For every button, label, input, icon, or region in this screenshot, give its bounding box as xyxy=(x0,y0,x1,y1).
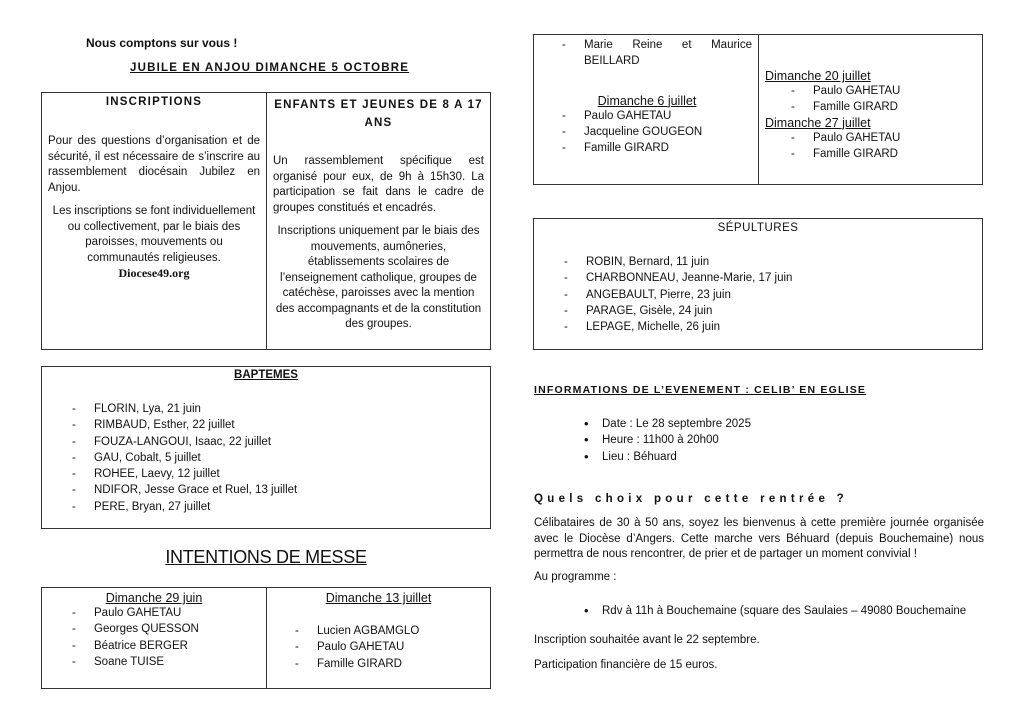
jubile-box xyxy=(41,92,491,350)
list-item: - CHARBONNEAU, Jeanne-Marie, 17 juin xyxy=(564,270,792,286)
list-item: - Paulo GAHETAU xyxy=(791,83,976,99)
event-details xyxy=(582,416,751,465)
intentions-cont-col2-date1: Dimanche 20 juillet xyxy=(765,69,871,83)
intro-text: Nous comptons sur vous ! xyxy=(86,36,238,50)
intentions-cont-col1-date: Dimanche 6 juillet xyxy=(597,93,697,108)
list-item: - Soane TUISE xyxy=(72,654,266,670)
intentions-col2 xyxy=(267,588,490,688)
list-item: • Lieu : Béhuard xyxy=(582,449,751,465)
inscriptions-para1: Pour des questions d’organisation et de sécurité, il est nécessaire de s’inscrire au rassemblement diocésain Jubilez en Anjou. xyxy=(48,135,260,194)
intentions-cont-col2-date2: Dimanche 27 juillet xyxy=(765,115,871,130)
list-item: - Famille GIRARD xyxy=(791,146,976,162)
intentions-col2-date: Dimanche 13 juillet xyxy=(325,591,432,605)
enfants-title: ENFANTS ET JEUNES DE 8 A 17 ANS xyxy=(274,99,483,129)
participation-fee: Participation financière de 15 euros. xyxy=(534,659,718,671)
sepultures-box xyxy=(533,218,983,350)
intentions-cont-box xyxy=(533,34,983,185)
list-item: - ROBIN, Bernard, 11 juin xyxy=(564,254,792,270)
list-item: - RIMBAUD, Esther, 22 juillet xyxy=(72,417,297,433)
list-item: • Date : Le 28 septembre 2025 xyxy=(582,416,751,432)
list-item: - Famille GIRARD xyxy=(562,140,752,156)
intentions-cont-col1 xyxy=(534,35,758,184)
list-item: • Heure : 11h00 à 20h00 xyxy=(582,432,751,448)
list-item: - PERE, Bryan, 27 juillet xyxy=(72,499,297,515)
inscriptions-site[interactable]: Diocese49.org xyxy=(118,266,190,280)
list-item: - Famille GIRARD xyxy=(791,99,976,115)
intentions-cont-col2 xyxy=(759,35,982,184)
event-title: INFORMATIONS DE L’EVENEMENT : CELIB’ EN EGLISE xyxy=(534,384,867,396)
list-item: - Béatrice BERGER xyxy=(72,638,266,654)
inscriptions-para2: Les inscriptions se font individuellement ou collectivement, par le biais des paroisses, mouvements ou communautés religieuses. xyxy=(52,205,256,264)
list-item: - Paulo GAHETAU xyxy=(562,108,752,124)
list-item: - GAU, Cobalt, 5 juillet xyxy=(72,450,297,466)
list-item: - LEPAGE, Michelle, 26 juin xyxy=(564,319,792,335)
programme-label: Au programme : xyxy=(534,571,617,583)
baptemes-title: BAPTEMES xyxy=(234,369,298,381)
event-paragraph: Célibataires de 30 à 50 ans, soyez les bienvenus à cette première journée organisée avec le Diocèse d’Angers. Cette marche vers Béhuard (depuis Bouchemaine) nous permettra de nous rencontrer, de prier et de partager un moment convivial ! xyxy=(534,517,984,560)
inscriptions-cell xyxy=(42,93,266,349)
enfants-para2: Inscriptions uniquement par le biais des mouvements, aumôneries, établissements scolaires de l’enseignement catholique, groupes de catéchèse, paroisses avec la mention des accompagnants et de la constitution des groupes. xyxy=(275,225,482,330)
list-item: - ANGEBAULT, Pierre, 23 juin xyxy=(564,287,792,303)
list-item: - Georges QUESSON xyxy=(72,621,266,637)
enfants-para1: Un rassemblement spécifique est organisé pour eux, de 9h à 15h30. La participation se fait dans le cadre de groupes constitués et encadrés. xyxy=(273,155,484,214)
inscription-deadline: Inscription souhaitée avant le 22 septembre. xyxy=(534,634,760,646)
intentions-box xyxy=(41,587,491,689)
list-item: • Rdv à 11h à Bouchemaine (square des Saulaies – 49080 Bouchemaine xyxy=(582,603,966,619)
event-question: Quels choix pour cette rentrée ? xyxy=(534,493,848,505)
list-item: - Paulo GAHETAU xyxy=(295,639,490,655)
list-item: - Paulo GAHETAU xyxy=(791,130,976,146)
list-item: - NDIFOR, Jesse Grace et Ruel, 13 juillet xyxy=(72,482,297,498)
list-item: - PARAGE, Gisèle, 24 juin xyxy=(564,303,792,319)
list-item: - FLORIN, Lya, 21 juin xyxy=(72,401,297,417)
list-item: - Jacqueline GOUGEON xyxy=(562,124,752,140)
intentions-col1 xyxy=(42,588,266,688)
intentions-title: INTENTIONS DE MESSE xyxy=(165,547,367,567)
jubile-title: JUBILE EN ANJOU DIMANCHE 5 OCTOBRE xyxy=(130,62,410,74)
list-item: - Paulo GAHETAU xyxy=(72,605,266,621)
list-item: - Famille GIRARD xyxy=(295,656,490,672)
intentions-col1-date: Dimanche 29 juin xyxy=(105,591,203,605)
list-item: - Lucien AGBAMGLO xyxy=(295,623,490,639)
inscriptions-title: INSCRIPTIONS xyxy=(105,96,203,108)
baptemes-box xyxy=(41,366,491,529)
list-item: - Marie Reine et Maurice BEILLARD xyxy=(562,37,752,70)
baptemes-list xyxy=(72,401,297,515)
sepultures-title: SÉPULTURES xyxy=(717,222,799,234)
list-item: - FOUZA-LANGOUI, Isaac, 22 juillet xyxy=(72,434,297,450)
enfants-cell xyxy=(267,93,490,349)
sepultures-list xyxy=(564,254,792,335)
list-item: - ROHEE, Laevy, 12 juillet xyxy=(72,466,297,482)
programme-list xyxy=(582,603,966,619)
